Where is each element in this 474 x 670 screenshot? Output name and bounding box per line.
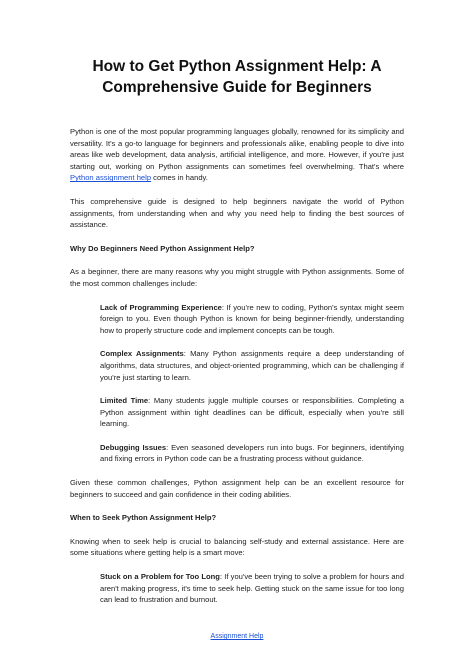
situation-term: Stuck on a Problem for Too Long [100, 572, 220, 582]
title-line-2: Comprehensive Guide for Beginners [102, 79, 372, 96]
title-line-1: How to Get Python Assignment Help: A [92, 58, 382, 75]
challenge-term: Complex Assignments [100, 349, 184, 359]
situation-item [70, 571, 404, 606]
challenge-term: Debugging Issues [100, 442, 167, 452]
challenge-text: : If you're new to coding, Python's syntax might seem foreign to you. Even though Python is known for being beginner-friendly, understanding how to properly structure code and implement concepts can be tough. [100, 302, 404, 335]
challenge-text: : Many Python assignments require a deep understanding of algorithms, data structures, and object-oriented programming, which can be challenging if you're just starting to learn. [100, 349, 404, 382]
page-title [70, 0, 404, 98]
challenge-item [70, 302, 404, 337]
guide-paragraph: This comprehensive guide is designed to help beginners navigate the world of Python assignments, from understanding when and why you need help to finding the best sources of assistance. [70, 196, 404, 230]
challenge-term: Lack of Programming Experience [100, 302, 222, 312]
challenge-text: : Many students juggle multiple courses or responsibilities. Completing a Python assignment within tight deadlines can be difficult, especially when you're still learning. [100, 396, 405, 429]
challenge-item [70, 442, 404, 465]
intro-paragraph [70, 126, 404, 184]
section-heading-why: Why Do Beginners Need Python Assignment Help? [70, 243, 255, 253]
page-footer [0, 632, 474, 642]
python-assignment-help-link[interactable]: Python assignment help [70, 173, 152, 183]
situation-text: : If you've been trying to solve a problem for hours and aren't making progress, it's time to seek help. Getting stuck on the same issue for too long can lead to frustration and burnout. [100, 572, 405, 605]
section-heading-when: When to Seek Python Assignment Help? [70, 513, 217, 523]
challenge-item [70, 395, 404, 430]
intro-text-end: comes in handy. [151, 173, 208, 183]
section-intro-why: As a beginner, there are many reasons why you might struggle with Python assignments. Some of the most common challenges include: [70, 267, 404, 288]
intro-text: Python is one of the most popular programming languages globally, renowned for its simplicity and versatility. It's a go-to language for beginners and professionals alike, enabling people to dive into areas like web development, data analysis, artificial intelligence, and more. However, if you're just starting out, working on Python assignments can sometimes feel overwhelming. That's where [70, 127, 404, 171]
document-body [70, 126, 404, 606]
section-conclusion-why: Given these common challenges, Python assignment help can be an excellent resource for beginners to succeed and gain confidence in their coding abilities. [70, 478, 404, 499]
challenge-text: : Even seasoned developers run into bugs. For beginners, identifying and fixing errors in Python code can be a frustrating process without guidance. [100, 442, 404, 464]
challenge-term: Limited Time [100, 396, 149, 406]
section-intro-when: Knowing when to seek help is crucial to balancing self-study and external assistance. Here are some situations where getting help is a smart move: [70, 536, 404, 558]
challenge-item [70, 348, 404, 383]
footer-assignment-help-link[interactable]: Assignment Help [210, 633, 264, 640]
